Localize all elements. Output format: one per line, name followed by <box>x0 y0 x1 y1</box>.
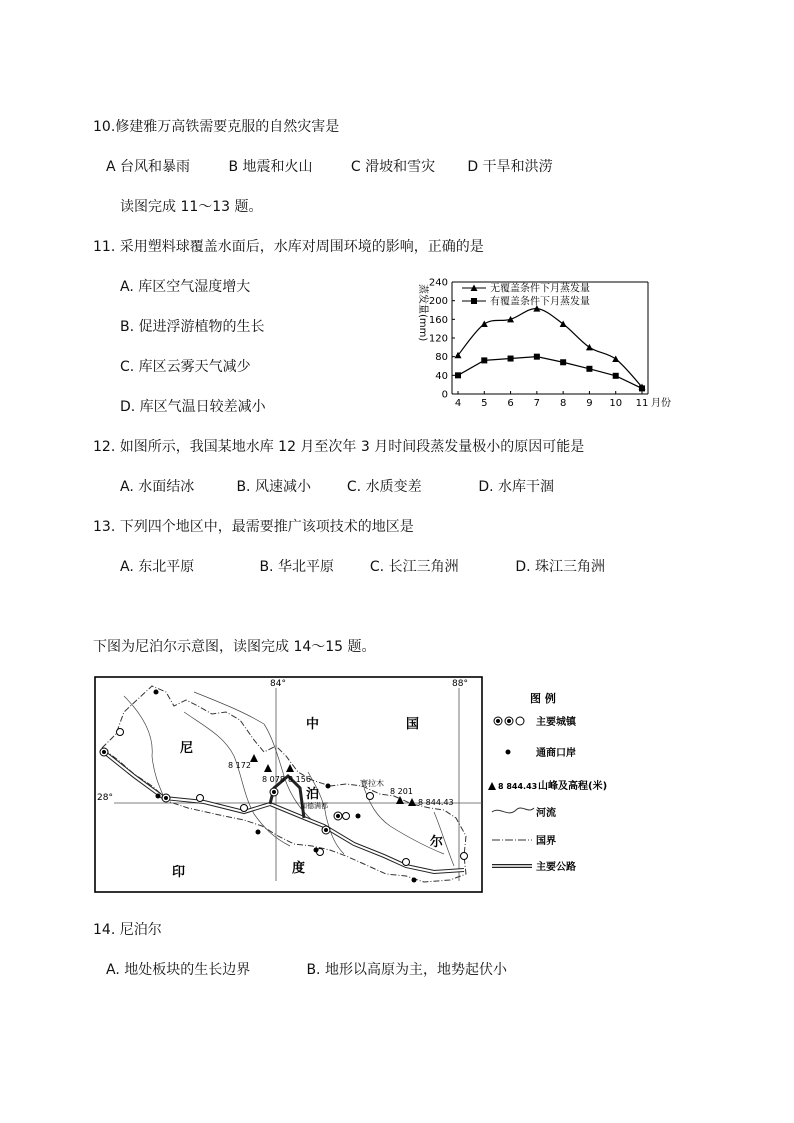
q12-option-c: C. 水质变差 <box>346 479 422 495</box>
q13-option-b: B. 华北平原 <box>259 559 334 575</box>
legend-label-2: 有覆盖条件下月蒸发量 <box>490 296 590 308</box>
label-china-1: 中 <box>306 717 320 732</box>
series-2-point <box>481 357 487 363</box>
peak-label-4: 8 201 <box>390 787 413 796</box>
legend-peak-symbol <box>488 782 496 790</box>
legend-peak-example: 8 844.43 <box>498 782 538 791</box>
q12-options <box>120 477 554 497</box>
legend-border: 国界 <box>536 836 556 847</box>
chart-xlabel: 月份 <box>651 398 671 409</box>
chart-y-tick-label: 240 <box>428 277 448 289</box>
q10-stem: 10.修建雅万高铁需要克服的自然灾害是 <box>93 119 340 135</box>
series-2-point <box>560 359 566 365</box>
chart-y-tick-label: 120 <box>428 333 448 345</box>
series-2-point <box>455 372 461 378</box>
chart-y-tick-label: 0 <box>441 389 448 401</box>
q14-option-a: A. 地处板块的生长边界 <box>106 962 251 978</box>
q10-option-a: A 台风和暴雨 <box>106 159 191 175</box>
legend-cities: 主要城镇 <box>536 717 576 728</box>
q11-option-c: C. 库区云雾天气减少 <box>120 359 251 375</box>
label-india-2: 度 <box>292 861 306 876</box>
q12-option-d: D. 水库干涸 <box>478 479 555 495</box>
legend-river-symbol <box>492 808 534 813</box>
chart-series <box>455 305 646 391</box>
legend-ports: 通商口岸 <box>536 748 576 759</box>
legend-title: 图 例 <box>530 692 556 705</box>
chart-x-tick-label: 5 <box>481 398 488 409</box>
series-1-point <box>612 356 619 363</box>
q14-options <box>106 960 507 980</box>
q13-option-c: C. 长江三角洲 <box>369 559 459 575</box>
chart-ylabel: 蒸发量(mm) <box>417 284 428 342</box>
q10-option-b: B 地震和火山 <box>228 159 313 175</box>
intro-14-15: 下图为尼泊尔示意图，读图完成 14～15 题。 <box>93 639 376 655</box>
series-1-point <box>481 321 488 328</box>
legend-peaks: 山峰及高程(米) <box>538 781 608 792</box>
q10-option-c: C 滑坡和雪灾 <box>350 159 436 175</box>
chart-x-tick-label: 8 <box>559 398 567 409</box>
q11-option-b: B. 促进浮游植物的生长 <box>120 319 265 335</box>
map-legend <box>488 690 618 876</box>
label-84: 84° <box>270 679 286 689</box>
label-28: 28° <box>97 793 113 803</box>
peak-label-1: 8 172 <box>228 761 251 770</box>
q12-option-a: A. 水面结冰 <box>120 479 195 495</box>
legend-road: 主要公路 <box>536 862 576 873</box>
q10-options <box>106 157 553 177</box>
chart-y-tick-label: 80 <box>435 352 448 364</box>
peak-label-5: 8 844.43 <box>418 798 454 807</box>
q13-option-a: A. 东北平原 <box>120 559 195 575</box>
q14-stem: 14. 尼泊尔 <box>93 922 162 938</box>
label-nepal-2: 泊 <box>306 787 320 802</box>
legend-river: 河流 <box>536 808 556 819</box>
series-1-point <box>507 316 514 323</box>
label-nepal-1: 尼 <box>180 741 194 756</box>
chart-legend <box>462 282 590 308</box>
label-china-2: 国 <box>406 717 420 732</box>
chart-x-tick-label: 4 <box>454 398 462 409</box>
q11-option-d: D. 库区气温日较差减小 <box>120 399 266 415</box>
q10-option-d: D 干旱和洪涝 <box>467 159 553 175</box>
chart-y-tick-label: 40 <box>435 370 448 382</box>
chart-x-tick-label: 6 <box>507 398 514 409</box>
peak-label-2: 8 078 <box>262 775 285 784</box>
legend-port-symbol <box>506 750 511 755</box>
label-india-1: 印 <box>172 865 186 880</box>
q11-stem: 11. 采用塑料球覆盖水面后，水库对周围环境的影响，正确的是 <box>93 239 484 255</box>
legend-city-symbols <box>494 717 524 725</box>
chart-y-tick-label: 160 <box>428 314 448 326</box>
nepal-map <box>94 676 484 894</box>
q12-option-b: B. 风速减小 <box>236 479 311 495</box>
series-2-point <box>613 373 619 379</box>
evaporation-chart <box>400 270 690 410</box>
q13-options <box>120 557 605 577</box>
series-2-point <box>534 354 540 360</box>
peak-label-3: 8 156 <box>288 775 311 784</box>
chart-x-tick-label: 10 <box>609 398 623 409</box>
chart-x-tick-label: 7 <box>533 398 541 409</box>
legend-marker-square <box>471 298 477 304</box>
label-88: 88° <box>452 679 468 689</box>
q12-stem: 12. 如图所示，我国某地水库 12 月至次年 3 月时间段蒸发量极小的原因可能是 <box>93 439 585 455</box>
q13-option-d: D. 珠江三角洲 <box>515 559 606 575</box>
place-kathmandu: 加德满都 <box>300 802 328 810</box>
chart-y-tick-label: 200 <box>428 296 448 308</box>
q14-option-b: B. 地形以高原为主，地势起伏小 <box>306 962 507 978</box>
chart-x-tick-label: 9 <box>586 398 593 409</box>
series-2-point <box>586 366 592 372</box>
place-saishu: 赛拉木 <box>360 779 384 788</box>
label-nepal-3: 尔 <box>430 835 444 850</box>
q13-stem: 13. 下列四个地区中，最需要推广该项技术的地区是 <box>93 519 414 535</box>
legend-label-1: 无覆盖条件下月蒸发量 <box>490 283 590 295</box>
series-2-point <box>639 385 645 391</box>
series-2-point <box>508 356 514 362</box>
q11-option-a: A. 库区空气湿度增大 <box>120 279 251 295</box>
map-frame <box>95 677 482 892</box>
chart-x-tick-label: 11 <box>635 398 649 409</box>
intro-11-13: 读图完成 11～13 题。 <box>120 199 263 215</box>
